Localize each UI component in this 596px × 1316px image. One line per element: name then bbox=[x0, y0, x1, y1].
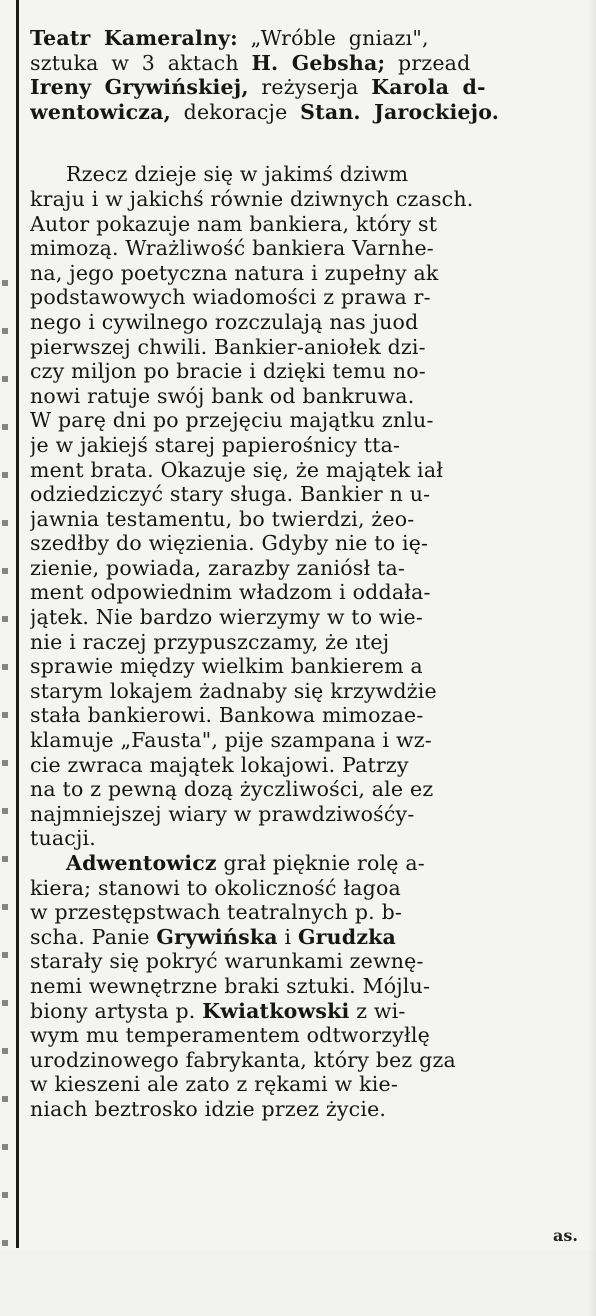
header-line: Ireny Grywińskiej, reżyserja Karola d- bbox=[30, 75, 486, 100]
text-line: Rzecz dzieje się w jakimś dziwm bbox=[66, 162, 409, 187]
text-line: biony artysta p. Kwiatkowski z wi- bbox=[30, 998, 406, 1023]
review-header bbox=[30, 26, 590, 124]
author-signature: as. bbox=[553, 1226, 578, 1245]
header-director-actress: Ireny Grywińskiej, bbox=[30, 75, 249, 100]
text-line: mimozą. Wrażliwość bankiera Varnhe- bbox=[30, 236, 434, 261]
text-line: na, jego poetyczna natura i zupełny ak bbox=[30, 260, 439, 285]
text-line: kiera; stanowi to okoliczność łagoa bbox=[30, 875, 401, 900]
text-line: nemi wewnętrzne braki sztuki. Mójlu- bbox=[30, 973, 431, 998]
text-line: ment odpowiednim władzom i oddała- bbox=[30, 580, 431, 605]
text-line: ment brata. Okazuje się, że majątek iał bbox=[30, 457, 444, 482]
header-line: sztuka w 3 aktach H. Gebsha; przead bbox=[30, 50, 471, 75]
text-line: tuacji. bbox=[30, 826, 96, 851]
text-line: w kieszeni ale zato z rękami w kie- bbox=[30, 1072, 398, 1097]
header-author: H. Gebsha; bbox=[251, 50, 386, 75]
text-line: starały się pokryć warunkami zewnę- bbox=[30, 949, 424, 974]
paragraph-plot bbox=[30, 162, 590, 851]
text-line: starym lokajem żadnaby się krzywdżie bbox=[30, 678, 437, 703]
text-line: jawnia testamentu, bo twierdzi, żeo- bbox=[30, 506, 415, 531]
text-line: szedłby do więzienia. Gdyby nie to ię- bbox=[30, 531, 429, 556]
text-line: stała bankierowi. Bankowa mimozae- bbox=[30, 703, 424, 728]
text-line: nie i raczej przypuszczamy, że ıtej bbox=[30, 629, 390, 654]
text-line: pierwszej chwili. Bankier-aniołek dzi- bbox=[30, 334, 426, 359]
column-rule bbox=[16, 0, 19, 1248]
text-line: kraju i w jakichś równie dziwnych czasch. bbox=[30, 186, 474, 211]
text-line: niach beztrosko idzie przez życie. bbox=[30, 1096, 387, 1121]
text-line: klamuje „Fausta", pije szampana i wz- bbox=[30, 728, 432, 753]
text-line: wym mu temperamentem odtworzyłlę bbox=[30, 1023, 430, 1048]
text-line: zienie, powiada, zarazby zaniósł ta- bbox=[30, 555, 406, 580]
header-line: wentowicza, dekoracje Stan. Jarockiejo. bbox=[30, 99, 500, 124]
text-line: najmniejszej wiary w prawdziwośćy- bbox=[30, 801, 415, 826]
text-line: cie zwraca majątek lokajowi. Patrzy bbox=[30, 752, 409, 777]
header-line bbox=[30, 26, 590, 51]
header-designer: Stan. Jarockiejo. bbox=[300, 99, 500, 124]
text-line: na to z pewną dozą życzliwości, ale ez bbox=[30, 777, 434, 802]
text-line: nego i cywilnego rozczulają nas juod bbox=[30, 309, 419, 334]
text-line: je w jakiejś starej papierośnicy tta- bbox=[30, 432, 401, 457]
text-line: jątek. Nie bardzo wierzymy w to wie- bbox=[30, 605, 423, 630]
theatre-review-article bbox=[30, 26, 590, 1122]
page-edge-shadow bbox=[588, 0, 596, 1316]
text-line: Adwentowicz grał pięknie rolę a- bbox=[66, 851, 425, 875]
text-line: w przestępstwach teatralnych p. b- bbox=[30, 900, 403, 925]
header-venue: Teatr Kameralny: bbox=[30, 26, 238, 50]
text-line: Autor pokazuje nam bankiera, który st bbox=[30, 211, 438, 236]
paragraph-cast bbox=[30, 851, 590, 1122]
header-line-rest: „Wróble gniazı", bbox=[250, 26, 429, 50]
text-line: W parę dni po przejęciu majątku znlu- bbox=[30, 408, 434, 433]
left-margin-marks bbox=[2, 280, 8, 1250]
text-line: nowi ratuje swój bank od bankruwa. bbox=[30, 383, 415, 408]
page-bottom-margin bbox=[0, 1250, 596, 1316]
text-line: urodzinowego fabrykanta, który bez gza bbox=[30, 1047, 456, 1072]
text-line: sprawie między wielkim bankierem a bbox=[30, 654, 423, 679]
text-line: odziedziczyć stary sługa. Bankier n u- bbox=[30, 482, 431, 507]
text-line: podstawowych wiadomości z prawa r- bbox=[30, 285, 431, 310]
text-line: scha. Panie Grywińska i Grudzka bbox=[30, 924, 397, 949]
text-line: czy miljon po bracie i dzięki temu no- bbox=[30, 359, 426, 384]
